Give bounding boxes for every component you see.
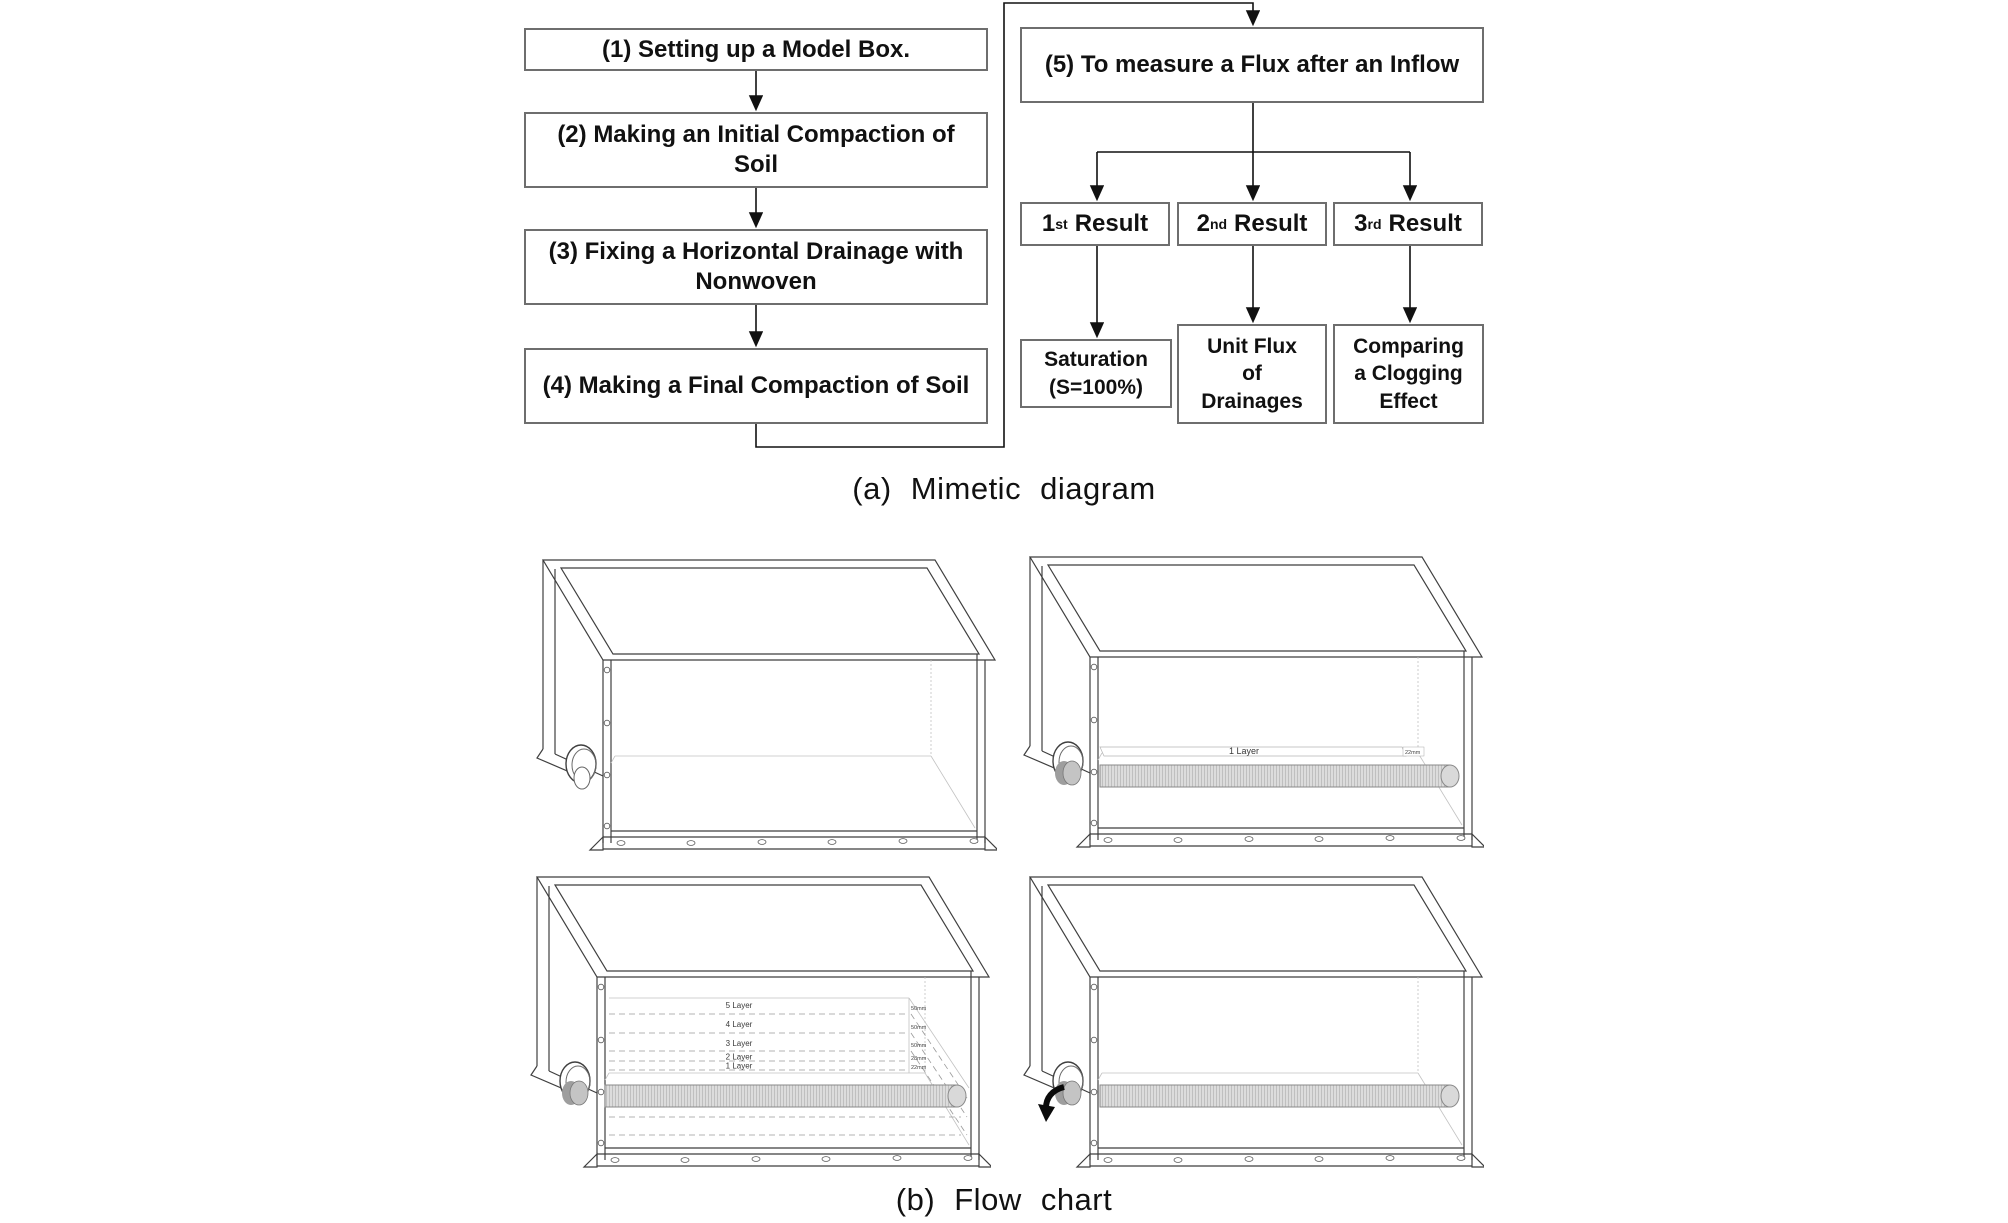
layer-annotation <box>1100 746 1424 756</box>
result-3-num: 3 <box>1354 210 1368 237</box>
flow-step-4-label: (4) Making a Final Compaction of Soil <box>542 372 970 399</box>
caption-a: (a) Mimetic diagram <box>852 471 1156 506</box>
result-1-box <box>1020 202 1170 246</box>
flow-step-4-box <box>524 348 988 424</box>
outcome-clogging-box <box>1333 324 1484 424</box>
flow-step-5-box <box>1020 27 1484 103</box>
outcome-unit-flux-line1: Unit Flux <box>1207 335 1297 359</box>
result-2-ordinal: nd <box>1209 216 1228 232</box>
dimension-labels <box>911 1006 927 1071</box>
layer-2-label: 2 Layer <box>725 1052 753 1062</box>
flow-step-2-box <box>524 112 988 188</box>
port-cap-icon <box>574 767 590 789</box>
model-box-one-layer-drawing <box>1014 535 1484 850</box>
result-3-ordinal: rd <box>1367 216 1382 232</box>
result-3-box <box>1333 202 1483 246</box>
flow-step-1-label: (1) Setting up a Model Box. <box>601 35 910 63</box>
outcome-clogging-line1: Comparing <box>1353 335 1464 359</box>
result-1-num: 1 <box>1041 210 1056 237</box>
flow-step-3-label: (3) Fixing a Horizontal Drainage with Nonwoven <box>548 238 964 295</box>
layer-1-dim: 22mm <box>1405 750 1421 756</box>
layer-5-label: 5 Layer <box>725 1001 753 1010</box>
flow-step-1-box <box>524 28 988 71</box>
result-1-ordinal: st <box>1055 216 1068 232</box>
layer-3-dim: 50mm <box>911 1043 927 1049</box>
outcome-unit-flux-box <box>1177 324 1327 424</box>
result-2-box <box>1177 202 1327 246</box>
layer-1-label: 1 Layer <box>725 1061 753 1071</box>
result-3-word: Result <box>1388 210 1462 237</box>
layer-4-label: 4 Layer <box>725 1020 753 1029</box>
outcome-unit-flux-line3: Drainages <box>1201 389 1303 413</box>
caption-b: (b) Flow chart <box>895 1182 1113 1217</box>
result-2-num: 2 <box>1196 210 1210 237</box>
drain-tube <box>1100 765 1459 787</box>
port-fitting-icon <box>1055 1081 1081 1105</box>
port-fitting-icon <box>1055 761 1081 785</box>
result-2-word: Result <box>1234 210 1308 237</box>
layer-1-dim: 22mm <box>911 1065 927 1071</box>
layer-3-label: 3 Layer <box>725 1039 753 1048</box>
outcome-saturation-line2: (S=100%) <box>1049 375 1143 399</box>
result-1-word: Result <box>1074 210 1149 237</box>
outcome-clogging-line3: Effect <box>1379 389 1438 413</box>
drain-tube <box>1100 1085 1459 1107</box>
layer-labels <box>726 1001 753 1071</box>
layer-1-label: 1 Layer <box>1228 746 1260 756</box>
flow-step-2-label: (2) Making an Initial Compaction of Soil <box>557 121 955 178</box>
drain-tube <box>605 1085 966 1107</box>
outcome-saturation-line1: Saturation <box>1044 348 1148 372</box>
layer-5-dim: 50mm <box>911 1006 927 1012</box>
layer-4-dim: 50mm <box>911 1025 927 1031</box>
outcome-saturation-box <box>1020 339 1172 408</box>
flow-step-5-label: (5) To measure a Flux after an Inflow <box>1044 51 1460 78</box>
outcome-clogging-line2: a Clogging <box>1354 362 1463 386</box>
flow-step-3-box <box>524 229 988 305</box>
layer-2-dim: 28mm <box>911 1056 927 1062</box>
model-box-five-layers-drawing <box>521 855 991 1170</box>
outcome-unit-flux-line2: of <box>1242 362 1262 386</box>
model-box-outflow-drawing <box>1014 855 1484 1170</box>
port-fitting-icon <box>562 1081 588 1105</box>
model-box-empty-drawing <box>527 538 997 853</box>
